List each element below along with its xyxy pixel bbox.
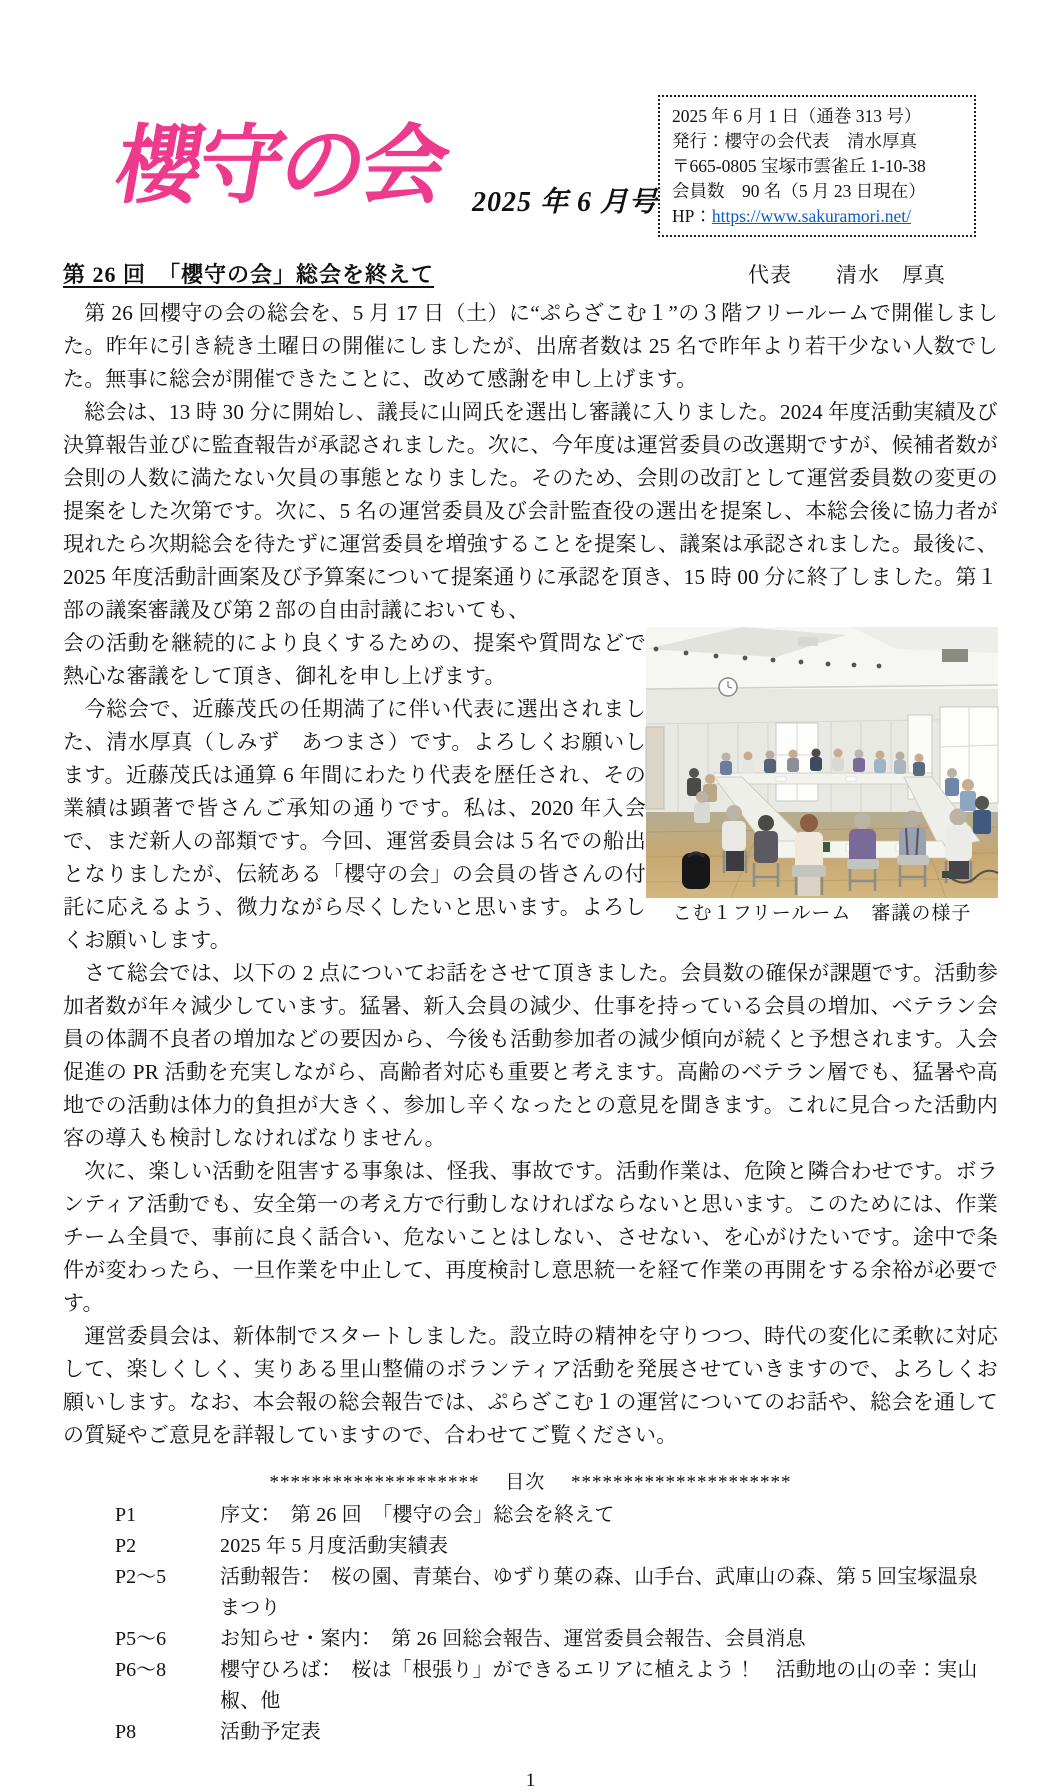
page-number: 1 [525, 1770, 536, 1791]
toc-stars-right: ********************* [571, 1472, 792, 1493]
photo-caption: こむ１フリールーム 審議の様子 [672, 903, 972, 924]
info-address-line: 〒665-0805 宝塚市雲雀丘 1-10-38 [672, 156, 926, 176]
toc-title: 目次 [505, 1472, 546, 1493]
toc-pages: P2～5 [115, 1566, 167, 1588]
toc-pages: P1 [115, 1504, 137, 1526]
toc-pages: P6～8 [115, 1659, 167, 1681]
toc-pages: P2 [115, 1535, 137, 1557]
publication-info-box [658, 95, 976, 237]
info-publisher-line: 発行：櫻守の会代表 清水厚真 [672, 131, 917, 151]
info-date-line: 2025 年 6 月 1 日（通巻 313 号） [672, 106, 922, 126]
toc-entry: 櫻守ひろば： 桜は「根張り」ができるエリアに植えよう！ 活動地の山の幸：実山椒、他 [220, 1659, 978, 1712]
toc-items [63, 1500, 998, 1748]
info-hp-line [672, 204, 964, 229]
table-of-contents [63, 1468, 998, 1748]
paragraph-5: 次に、楽しい活動を阻害する事象は、怪我、事故です。活動作業は、危険と隣合わせです。ボランティア活動でも、安全第一の考え方で行動しなければならないと思います。このためには、作業チーム全員で、事前に良く話合い、危ないことはしない、させない、を心がけたいです。途中で条件が変わったら、一旦作業を中止して、再度検討し意思統一を経て作業の再開をする余裕が必要です。 [63, 1159, 998, 1315]
paragraph-2b: 会の活動を継続的により良くするための、提案や質問などで熱心な審議をして頂き、御礼を申し上げます。 [63, 631, 646, 688]
paragraph-1: 第 26 回櫻守の会の総会を、5 月 17 日（土）に“ぷらざこむ１”の３階フリールームで開催しました。昨年に引き続き土曜日の開催にしましたが、出席者数は 25 名で昨年より若干少ない人数でした。無事に総会が開催できたことに、改めて感謝を申し上げます。 [63, 301, 998, 391]
toc-row [115, 1624, 998, 1655]
toc-row [115, 1562, 998, 1624]
article-byline: 代表 清水 厚真 [748, 263, 946, 287]
toc-row [115, 1500, 998, 1531]
paragraph-6: 運営委員会は、新体制でスタートしました。設立時の精神を守りつつ、時代の変化に柔軟に対応して、楽しくしく、実りある里山整備のボランティア活動を発展させていきますので、よろしくお願いします。なお、本会報の総会報告では、ぷらざこむ１の運営についてのお話や、総会を通しての質疑やご意見を詳報していますので、合わせてご覧ください。 [63, 1324, 998, 1447]
heading-row [63, 258, 998, 289]
toc-row [115, 1655, 998, 1717]
toc-entry: お知らせ・案内： 第 26 回総会報告、運営委員会報告、会員消息 [220, 1628, 806, 1650]
toc-header [63, 1468, 998, 1498]
article-heading: 第 26 回 「櫻守の会」総会を終えて [63, 262, 435, 287]
masthead [0, 0, 1058, 256]
paragraph-2a: 総会は、13 時 30 分に開始し、議長に山岡氏を選出し審議に入りました。2024 年度活動実績及び決算報告並びに監査報告が承認されました。次に、今年度は運営委員の改選期ですが、候補者数が会則の人数に満たない欠員の事態となりました。そのため、会則の改訂として運営委員数の変更の提案をした次第です。次に、5 名の運営委員及び会計監査役の選出を提案し、本総会後に協力者が現れたら次期総会を待たずに運営委員を増強することを提案し、議案は承認されました。最後に、2025 年度活動計画案及び予算案について提案通りに承認を頂き、15 時 00 分に終了しました。第１部の議案審議及び第２部の自由討議においても、 [63, 400, 998, 622]
paragraph-4: さて総会では、以下の 2 点についてお話をさせて頂きました。会員数の確保が課題です。活動参加者数が年々減少しています。猛暑、新入会員の減少、仕事を持っている会員の増加、ベテラン会員の体調不良者の増加などの要因から、今後も活動参加者の減少傾向が続くと予想されます。入会促進の PR 活動を充実しながら、高齢者対応も重要と考えます。高齢のベテラン層でも、猛暑や高地での活動は体力的負担が大きく、参加し辛くなったとの意見を聞きます。これに見合った活動内容の導入も検討しなければなりません。 [63, 961, 998, 1150]
paragraph-3: 今総会で、近藤茂氏の任期満了に伴い代表に選出されました、清水厚真（しみず あつまさ）です。よろしくお願いします。近藤茂氏は通算 6 年間にわたり代表を歴任され、その業績は顕著で皆さんご承知の通りです。私は、2020 年入会で、まだ新人の部類です。今回、運営委員会は５名での船出となりましたが、伝統ある「櫻守の会」の会員の皆さんの付託に応えるよう、微力ながら尽くしたいと思います。よろしくお願いします。 [63, 697, 646, 952]
homepage-link[interactable]: https://www.sakuramori.net/ [711, 206, 911, 226]
toc-pages: P5～6 [115, 1628, 167, 1650]
toc-entry: 活動予定表 [220, 1721, 321, 1743]
issue-label: 2025 年 6 月号 [472, 187, 659, 218]
info-members-line: 会員数 90 名（5 月 23 日現在） [672, 181, 926, 201]
toc-stars-left: ******************** [269, 1472, 480, 1493]
newsletter-title: 櫻守の会 [108, 118, 454, 214]
meeting-photo-figure [646, 627, 998, 928]
toc-row [115, 1717, 998, 1748]
hp-label: HP： [672, 206, 712, 226]
meeting-photo [646, 627, 998, 898]
toc-entry: 序文： 第 26 回 「櫻守の会」総会を終えて [220, 1504, 615, 1526]
toc-entry: 2025 年 5 月度活動実績表 [220, 1535, 449, 1557]
toc-entry: 活動報告： 桜の園、青葉台、ゆずり葉の森、山手台、武庫山の森、第 5 回宝塚温泉まつり [220, 1566, 978, 1619]
article-content [0, 258, 1058, 1792]
toc-row [115, 1531, 998, 1562]
toc-pages: P8 [115, 1721, 137, 1743]
article-body [63, 297, 998, 1452]
